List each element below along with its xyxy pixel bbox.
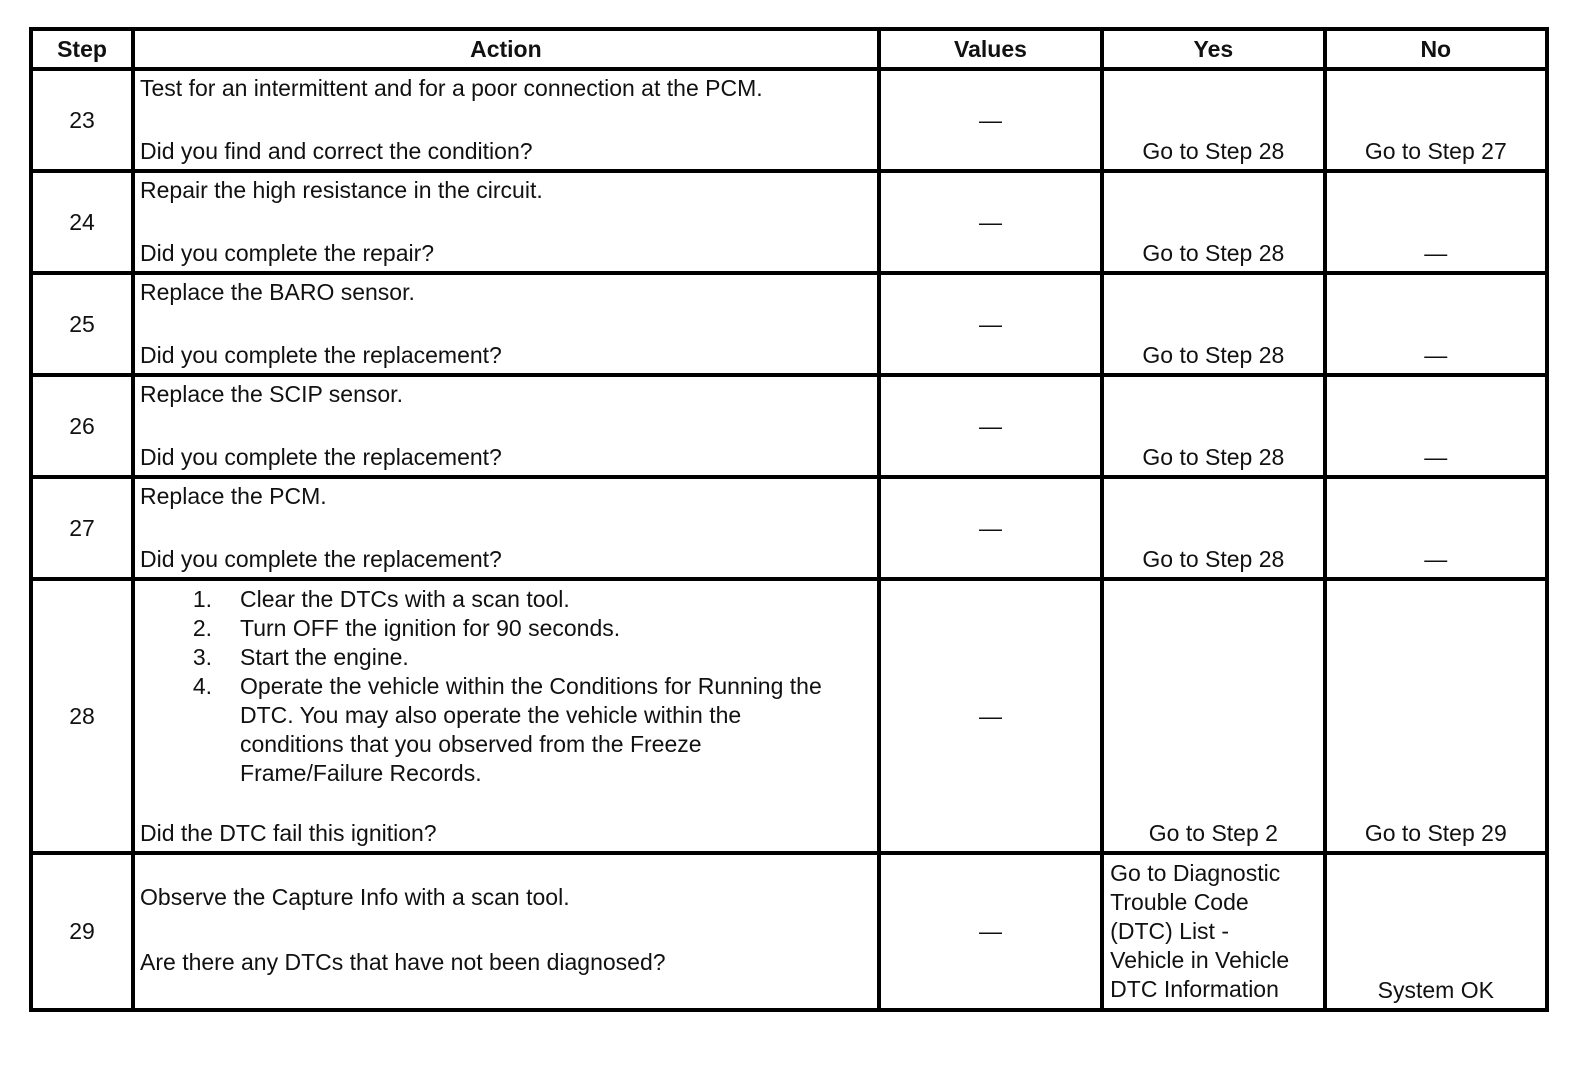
yes-cell: Go to Step 28 [1102, 477, 1324, 579]
table-row [31, 579, 1547, 853]
list-item [140, 585, 873, 614]
step-number: 25 [31, 273, 133, 375]
table-row [31, 69, 1547, 171]
yes-cell: Go to Step 28 [1102, 375, 1324, 477]
action-question: Did you complete the replacement? [140, 342, 502, 368]
no-cell: — [1325, 171, 1547, 273]
yes-line: DTC Information [1110, 976, 1279, 1002]
list-number: 1. [192, 586, 213, 612]
step-number: 28 [31, 579, 133, 853]
list-item [140, 614, 873, 643]
no-cell: Go to Step 29 [1325, 579, 1547, 853]
action-question: Did the DTC fail this ignition? [140, 820, 437, 846]
no-cell: — [1325, 273, 1547, 375]
diagnostic-table [29, 27, 1549, 1012]
yes-cell: Go to Step 2 [1102, 579, 1324, 853]
list-text: Clear the DTCs with a scan tool. [240, 586, 570, 612]
no-cell: System OK [1325, 853, 1547, 1010]
action-question: Did you complete the repair? [140, 240, 435, 266]
step-number: 29 [31, 853, 133, 1010]
table-row [31, 171, 1547, 273]
step-number: 26 [31, 375, 133, 477]
yes-line: Trouble Code [1110, 889, 1249, 915]
action-text: Replace the SCIP sensor. [140, 381, 403, 407]
values-cell: — [879, 273, 1102, 375]
yes-cell [1102, 853, 1324, 1010]
values-cell: — [879, 853, 1102, 1010]
action-question: Did you complete the replacement? [140, 444, 502, 470]
header-no: No [1325, 29, 1547, 69]
list-number: 3. [192, 644, 213, 670]
list-number: 2. [192, 615, 213, 641]
action-cell [133, 171, 879, 273]
action-cell [133, 69, 879, 171]
list-item [140, 672, 873, 788]
no-cell: Go to Step 27 [1325, 69, 1547, 171]
list-text: Operate the vehicle within the Conditions for Running the DTC. You may also operate the vehicle within the conditions that you observed from the Freeze Frame/Failure Records. [240, 673, 822, 786]
step-number: 27 [31, 477, 133, 579]
header-step: Step [31, 29, 133, 69]
yes-cell: Go to Step 28 [1102, 171, 1324, 273]
action-question: Did you complete the replacement? [140, 546, 502, 572]
table-row [31, 477, 1547, 579]
yes-cell: Go to Step 28 [1102, 273, 1324, 375]
action-cell [133, 375, 879, 477]
yes-line: Vehicle in Vehicle [1110, 947, 1290, 973]
table-row [31, 853, 1547, 1010]
header-yes: Yes [1102, 29, 1324, 69]
list-item [140, 643, 873, 672]
values-cell: — [879, 579, 1102, 853]
yes-line: Go to Diagnostic [1110, 860, 1281, 886]
list-text: Start the engine. [240, 644, 409, 670]
table-row [31, 375, 1547, 477]
step-number: 23 [31, 69, 133, 171]
action-text: Test for an intermittent and for a poor connection at the PCM. [140, 75, 763, 101]
action-cell [133, 579, 879, 853]
action-text: Replace the PCM. [140, 483, 327, 509]
action-text: Observe the Capture Info with a scan tool. [140, 884, 570, 910]
values-cell: — [879, 69, 1102, 171]
action-cell [133, 853, 879, 1010]
table-row [31, 273, 1547, 375]
action-text: Repair the high resistance in the circuit. [140, 177, 543, 203]
action-text: Replace the BARO sensor. [140, 279, 415, 305]
step-number: 24 [31, 171, 133, 273]
header-action: Action [133, 29, 879, 69]
no-cell: — [1325, 375, 1547, 477]
values-cell: — [879, 171, 1102, 273]
action-cell [133, 273, 879, 375]
yes-line: (DTC) List - [1110, 918, 1229, 944]
list-text: Turn OFF the ignition for 90 seconds. [240, 615, 621, 641]
action-question: Did you find and correct the condition? [140, 138, 533, 164]
yes-cell: Go to Step 28 [1102, 69, 1324, 171]
action-question: Are there any DTCs that have not been diagnosed? [140, 949, 666, 975]
header-row [31, 29, 1547, 69]
no-cell: — [1325, 477, 1547, 579]
values-cell: — [879, 375, 1102, 477]
action-cell [133, 477, 879, 579]
values-cell: — [879, 477, 1102, 579]
header-values: Values [879, 29, 1102, 69]
procedure-list [140, 585, 873, 788]
list-number: 4. [192, 673, 213, 699]
